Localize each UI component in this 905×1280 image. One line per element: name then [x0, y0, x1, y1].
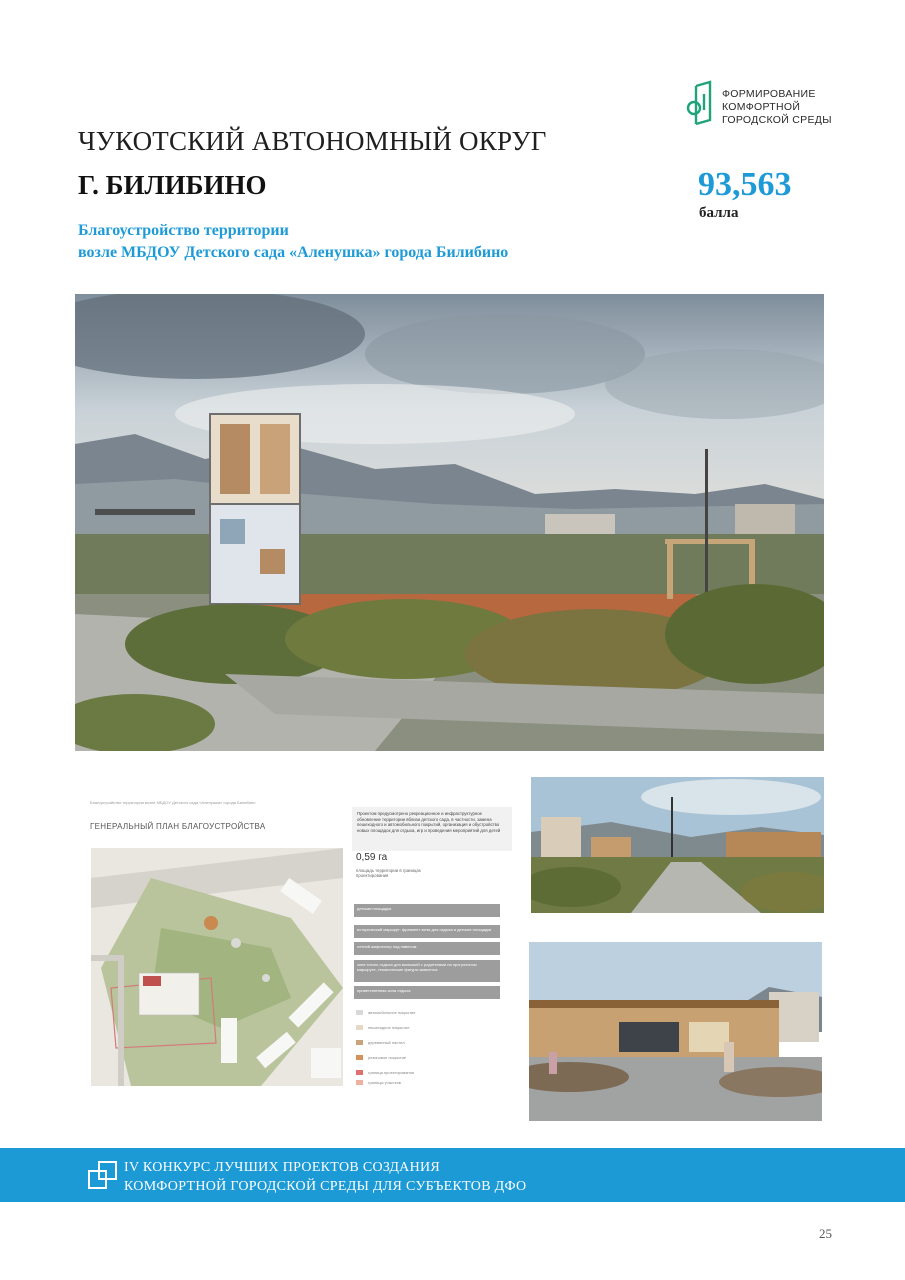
footer-line-2: КОМФОРТНОЙ ГОРОДСКОЙ СРЕДЫ ДЛЯ СУБЪЕКТОВ ДФО [124, 1179, 527, 1194]
legend-label: пешеходное покрытие [368, 1025, 410, 1030]
score-unit: балла [699, 205, 739, 221]
legend-swatch [356, 1070, 363, 1075]
pavilion-visualization-image [529, 942, 822, 1121]
city-title: Г. БИЛИБИНО [78, 170, 267, 200]
legend-item-5 [356, 1070, 414, 1075]
logo-text [722, 88, 832, 127]
legend-item-2 [356, 1025, 409, 1030]
legend-swatch [356, 1040, 363, 1045]
score-value: 93,563 [698, 166, 792, 203]
region-title: ЧУКОТСКИЙ АВТОНОМНЫЙ ОКРУГ [78, 126, 547, 156]
zone-label-2: исторический маршрут: фрагмент зоны для отдыха и детские площадки [354, 925, 500, 938]
legend-label: граница проектирования [368, 1070, 415, 1075]
page-number: 25 [819, 1226, 832, 1241]
main-visualization-image [75, 294, 824, 751]
legend-swatch [356, 1055, 363, 1060]
zone-label-4: зона тихого отдыха для малышей с родителями на прогулочном маршруте, тематические фигуры животных [354, 960, 500, 982]
legend-label: резиновое покрытие [368, 1055, 407, 1060]
plan-map-image [91, 848, 343, 1086]
legend-item-3 [356, 1040, 405, 1045]
zone-label-1: детская площадка [354, 904, 500, 917]
plan-area-value: 0,59 га [356, 852, 388, 863]
logo-line-2: КОМФОРТНОЙ [722, 101, 801, 113]
program-logo [686, 78, 846, 132]
logo-line-3: ГОРОДСКОЙ СРЕДЫ [722, 114, 832, 126]
footer-text [124, 1158, 526, 1196]
legend-swatch [356, 1025, 363, 1030]
plan-area-caption: площадь территории в границах проектирования [356, 868, 421, 879]
plan-description: Проектом предусмотрено рекреационное и инфраструктурное обновление территории вблизи детского сада, в частности, замена пешеходного и автомобильного покрытий, организация и обустройство новых площадок для отдыха, игр и проведения мероприятий для детей [352, 807, 512, 851]
legend-item-6 [356, 1080, 401, 1085]
logo-line-1: ФОРМИРОВАНИЕ [722, 88, 816, 100]
footer-banner [0, 1148, 905, 1202]
pathway-visualization-image [531, 777, 824, 913]
project-title-line-2: возле МБДОУ Детского сада «Аленушка» города Билибино [78, 244, 509, 261]
plan-title: ГЕНЕРАЛЬНЫЙ ПЛАН БЛАГОУСТРОЙСТВА [90, 822, 266, 831]
legend-item-1 [356, 1010, 416, 1015]
legend-item-4 [356, 1055, 406, 1060]
legend-swatch [356, 1080, 363, 1085]
footer-line-1: IV КОНКУРС ЛУЧШИХ ПРОЕКТОВ СОЗДАНИЯ [124, 1160, 441, 1175]
contest-squares-icon [88, 1160, 118, 1190]
project-title-line-1: Благоустройство территории [78, 222, 289, 239]
legend-label: автомобильное покрытие [368, 1010, 416, 1015]
plan-tiny-caption: Благоустройство территории возле МБДОУ Детского сада «Аленушка» города Билибино [90, 800, 256, 805]
project-title [78, 220, 508, 264]
legend-label: деревянный настил [368, 1040, 405, 1045]
zone-label-3: летний амфитеатр под навесом [354, 942, 500, 955]
comfortable-environment-logo-icon [686, 80, 716, 128]
master-plan [88, 800, 516, 1092]
legend-swatch [356, 1010, 363, 1015]
zone-label-5: приветственная зона отдыха [354, 986, 500, 999]
legend-label: границы участков [368, 1080, 401, 1085]
